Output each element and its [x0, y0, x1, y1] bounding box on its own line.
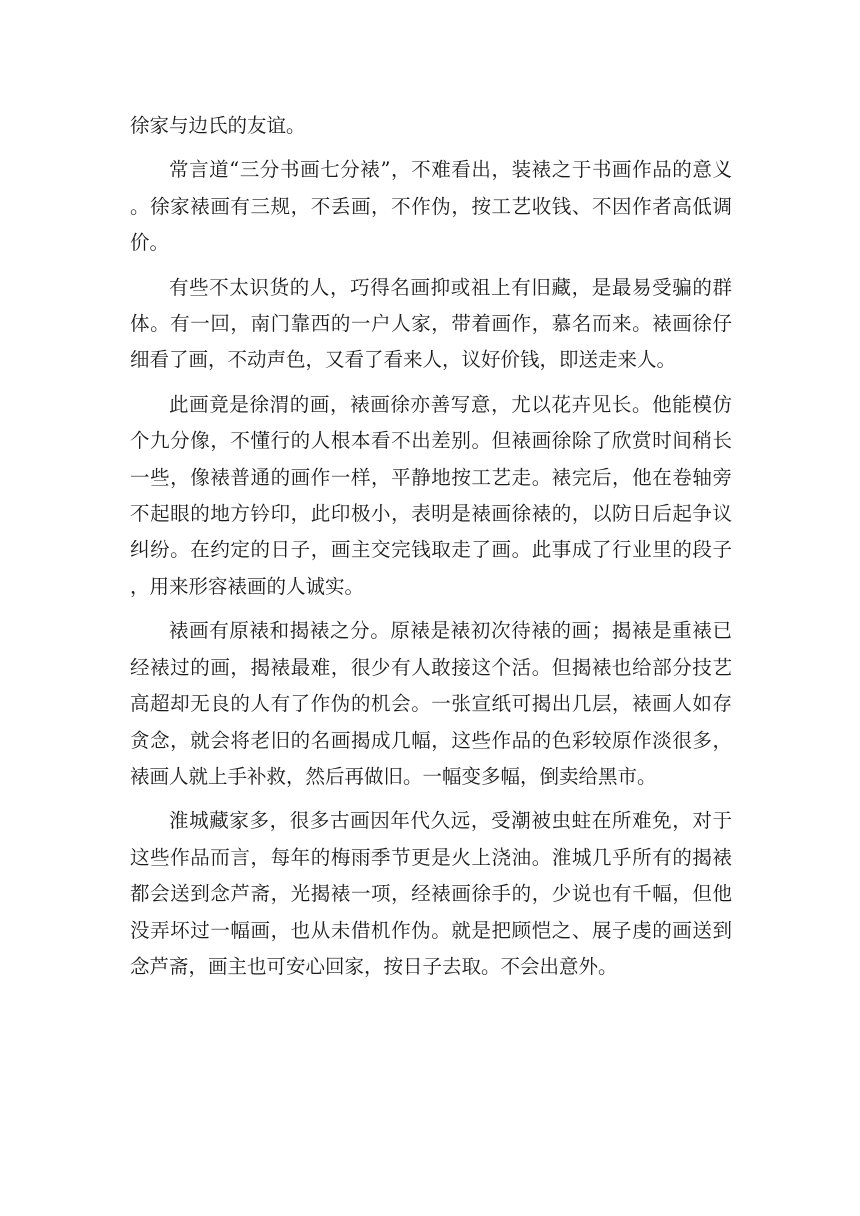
paragraph: 有些不太识货的人，巧得名画抑或祖上有旧藏，是最易受骗的群体。有一回，南门靠西的一户人家，带着画作，慕名而来。裱画徐仔细看了画，不动声色，又看了看来人，议好价钱，即送走来人。: [130, 275, 732, 372]
paragraph: 此画竟是徐渭的画，裱画徐亦善写意，尤以花卉见长。他能模仿个九分像，不懂行的人根本看不出差别。但裱画徐除了欣赏时间稍长一些，像裱普通的画作一样，平静地按工艺走。裱完后，他在卷轴旁不起眼的地方钤印，此印极小，表明是裱画徐裱的，以防日后起争议纠纷。在约定的日子，画主交完钱取走了画。此事成了行业里的段子，用来形容裱画的人诚实。: [130, 392, 732, 598]
paragraph: 淮城藏家多，很多古画因年代久远，受潮被虫蛀在所难免，对于这些作品而言，每年的梅雨季节更是火上浇油。淮城几乎所有的揭裱都会送到念芦斋，光揭裱一项，经裱画徐手的，少说也有千幅，但他没弄坏过一幅画，也从未借机作伪。就是把顾恺之、展子虔的画送到念芦斋，画主也可安心回家，按日子去取。不会出意外。: [130, 809, 732, 978]
paragraph-continued: 徐家与边氏的友谊。: [130, 114, 306, 137]
paragraph: 裱画有原裱和揭裱之分。原裱是裱初次待裱的画；揭裱是重裱已经裱过的画，揭裱最难，很少有人敢接这个活。但揭裱也给部分技艺高超却无良的人有了作伪的机会。一张宣纸可揭出几层，裱画人如存贪念，就会将老旧的名画揭成几幅，这些作品的色彩较原作淡很多，裱画人就上手补救，然后再做旧。一幅变多幅，倒卖给黑市。: [130, 619, 732, 788]
document-body: [130, 108, 732, 993]
paragraph: 常言道“三分书画七分裱”，不难看出，装裱之于书画作品的意义。徐家裱画有三规，不丢画，不作伪，按工艺收钱、不因作者高低调价。: [130, 158, 732, 255]
